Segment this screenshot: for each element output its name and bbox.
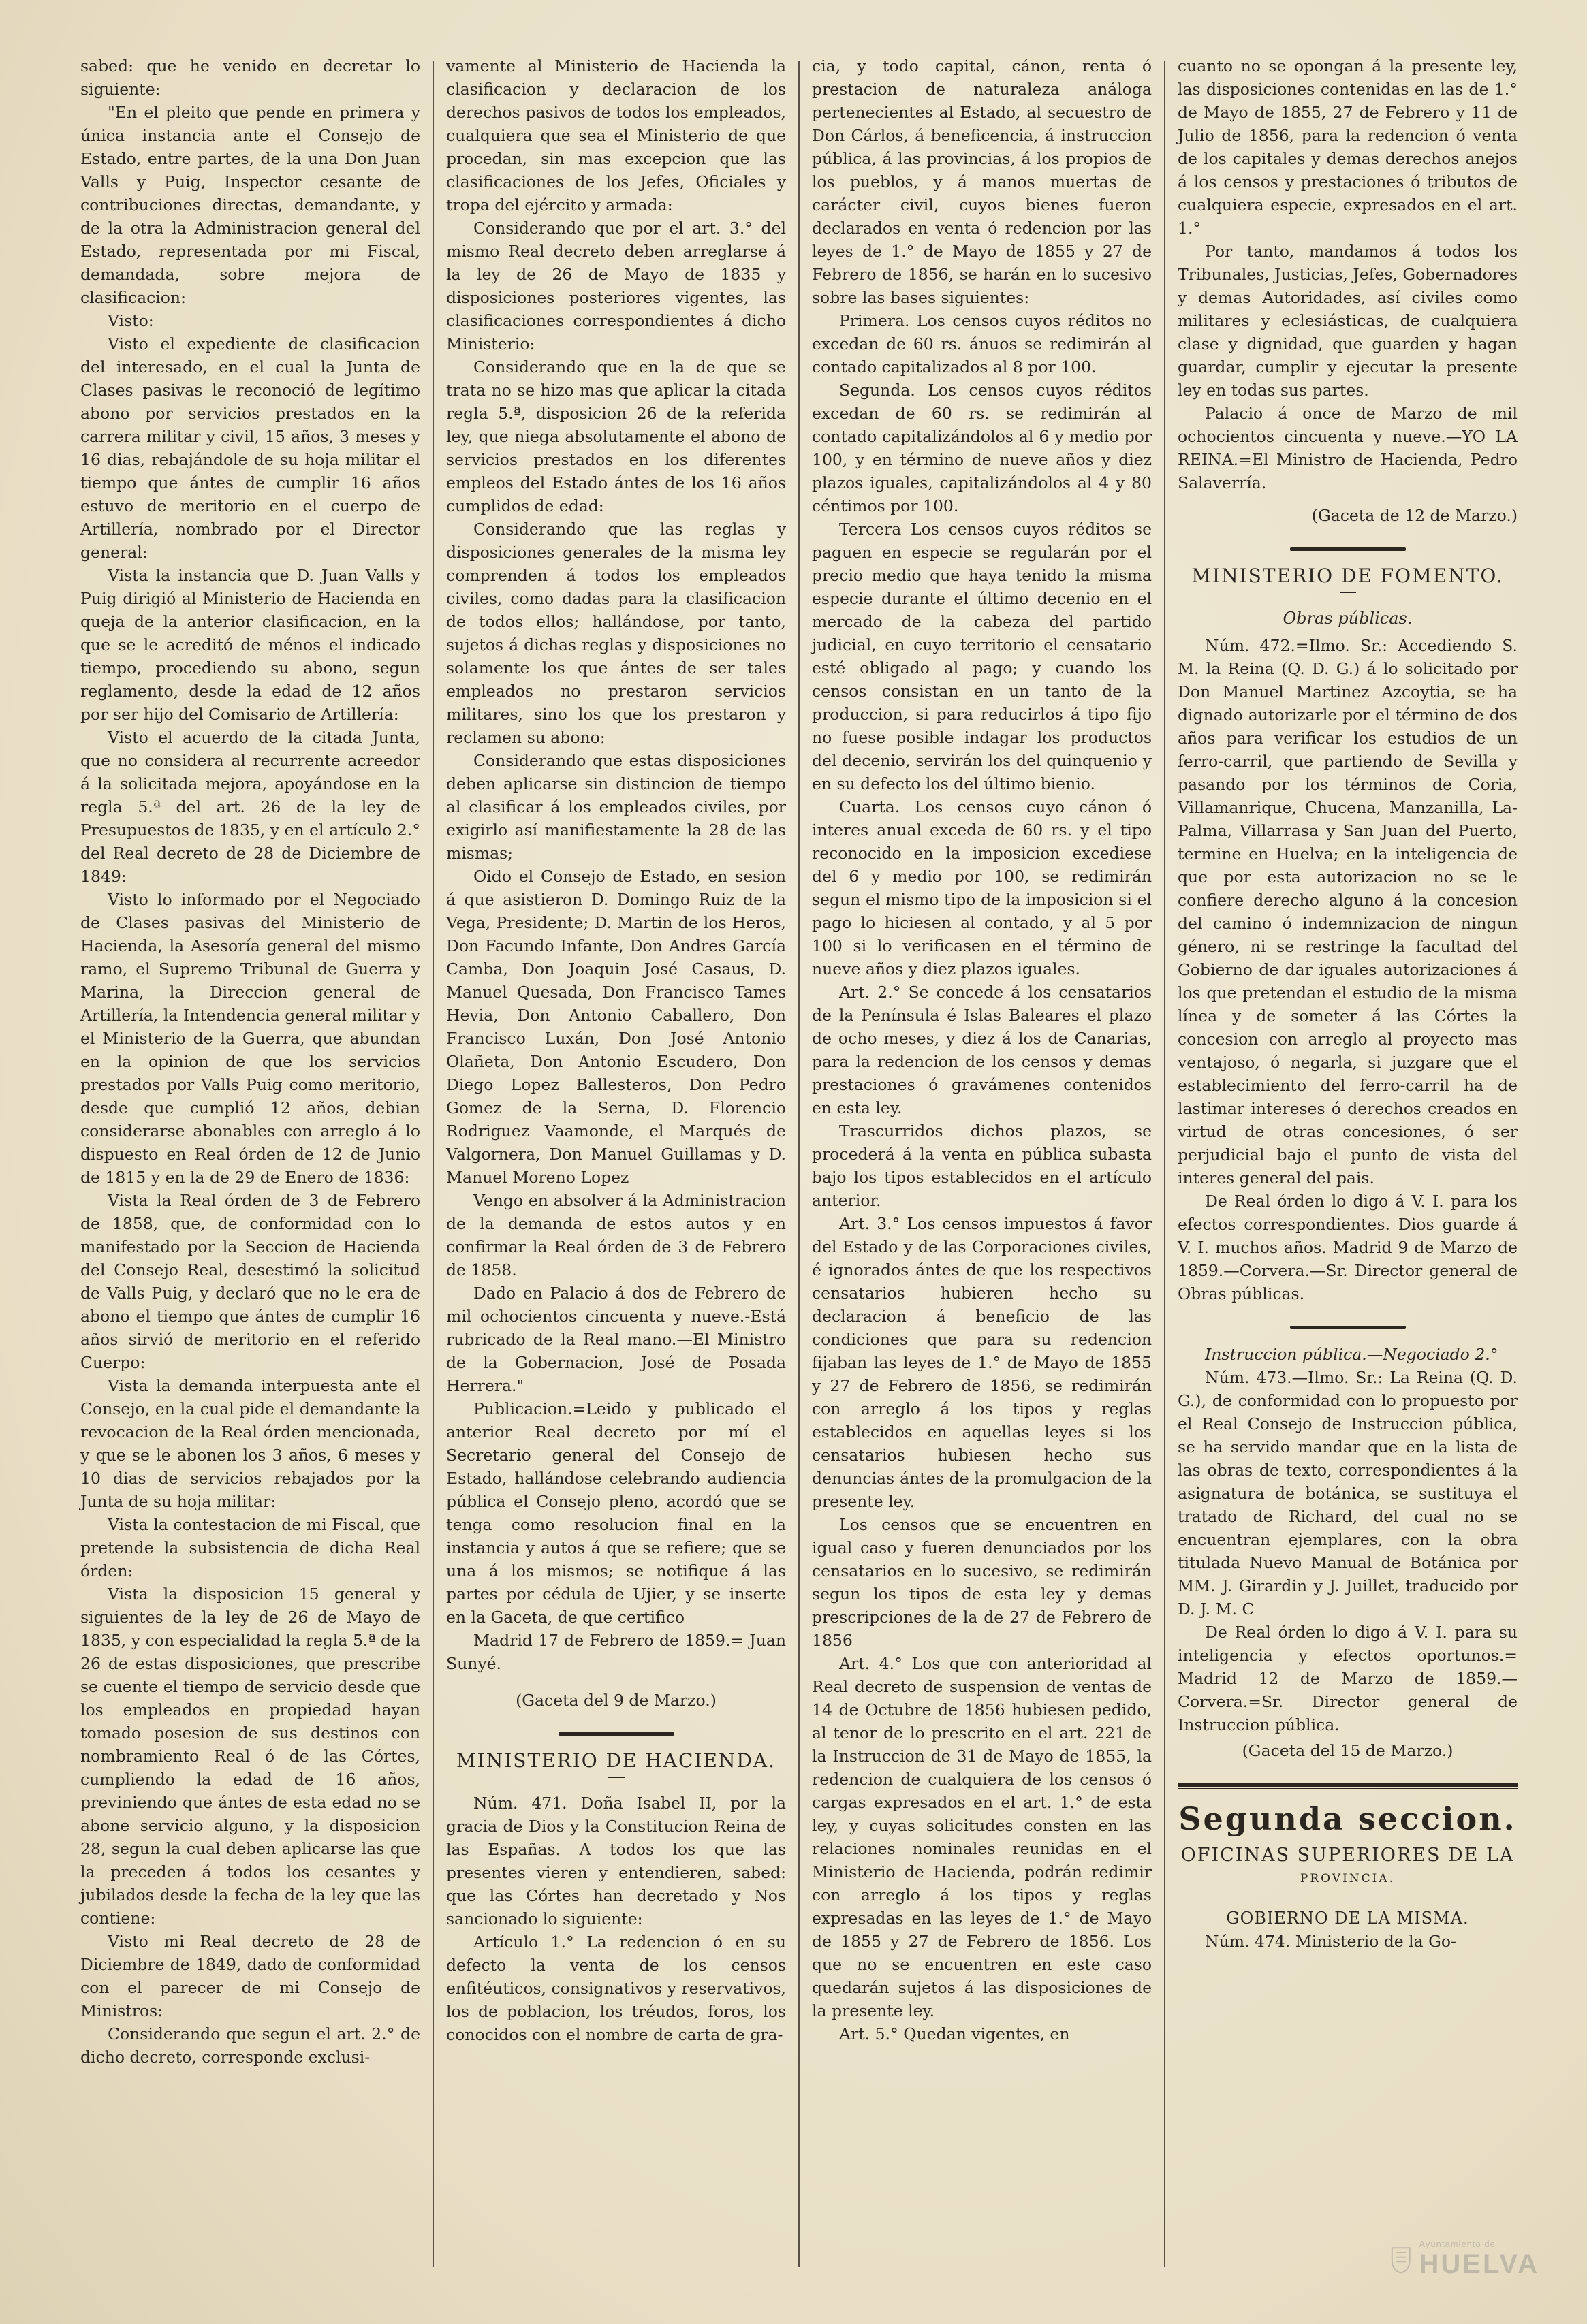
paragraph: Oido el Consejo de Estado, en sesion á que asistieron D. Domingo Ruiz de la Vega, Presidente; D. Martin de los Heros, Don Facundo Infante, Don Andres García Camba, Don Joaquin José Casaus, D. Manuel Quesada, Don Francisco Tames Hevia, Don Antonio Caballero, Don Francisco Luxán, Don José Antonio Olañeta, Don Antonio Escudero, Don Diego Lopez Ballesteros, Don Pedro Gomez de la Serna, D. Florencio Rodriguez Vaamonde, el Marqués de Valgornera, Don Manuel Guillamas y D. Manuel Moreno Lopez: [446, 867, 786, 1187]
watermark-big: HUELVA: [1419, 2249, 1539, 2279]
gaceta-reference: (Gaceta del 9 de Marzo.): [516, 1691, 717, 1710]
paragraph: Artículo 1.° La redencion ó en su defecto la venta de los censos enfitéuticos, consignativos y reservativos, los de poblacion, los tréudos, foros, los conocidos con el nombre de carta de gra-: [446, 1932, 786, 2044]
obras-publicas-subtitle: Obras públicas.: [1283, 609, 1413, 628]
section-divider: [1290, 1326, 1406, 1329]
column-3: [800, 54, 1164, 2288]
paragraph: Por tanto, mandamos á todos los Tribunales, Justicias, Jefes, Gobernadores y demas Autoridades, así civiles como militares y eclesiásticas, de cualquiera clase y dignidad, que guarden y hagan guardar, cumplir y ejecutar la presente ley en todas sus partes.: [1178, 242, 1518, 400]
section-divider: [1290, 547, 1406, 551]
paragraph: Visto:: [108, 311, 154, 330]
paragraph: Considerando que segun el art. 2.° de dicho decreto, corresponde exclusi-: [80, 2024, 420, 2067]
paragraph: Art. 4.° Los que con anterioridad al Real decreto de suspension de ventas de 14 de Octubre de 1856 hubiesen pedido, al tenor de lo prescrito en el art. 221 de la Instruccion de 31 de Mayo de 1855, la redencion de cualquiera de los censos ó cargas expresados en el art. 1.° de esta ley, y cuyas solicitudes consten en las relaciones nominales reunidas en el Ministerio de Hacienda, podrán redimir con arreglo á los tipos y reglas expresadas en las leyes de 1.° de Mayo de 1855 y 27 de Febrero de 1856. Los que no se encuentren en este caso quedarán sujetos á las disposiciones de la presente ley.: [812, 1654, 1152, 2020]
archive-watermark: [1389, 2222, 1539, 2297]
paragraph: Publicacion.=Leido y publicado el anterior Real decreto por mí el Secretario general del Consejo de Estado, hallándose celebrando audiencia pública el Consejo pleno, acordó que se tenga como resolucion final en la instancia y autos á que se refiere; que se una á los mismos; se notifique á las partes por cédula de Ujier, y se inserte en la Gaceta, de que certifico: [446, 1399, 786, 1627]
paragraph: Segunda. Los censos cuyos réditos excedan de 60 rs. se redimirán al contado capitalizándolos al 6 y medio por 100, y en término de nueve años y diez plazos iguales, capitalizándolos al 4 y 80 céntimos por 100.: [812, 381, 1152, 515]
ministerio-hacienda-title: MINISTERIO DE HACIENDA.: [456, 1749, 776, 1772]
hacienda-law-text: [446, 1792, 786, 2046]
paragraph: Considerando que en la de que se trata no se hizo mas que aplicar la citada regla 5.ª, disposicion 26 de la referida ley, que niega absolutamente el abono de servicios prestados en los diferentes empleos del Estado ántes de los 16 años cumplidos de edad:: [446, 357, 786, 515]
provincia-subtitle: PROVINCIA.: [1300, 1872, 1396, 1885]
paragraph: Visto lo informado por el Negociado de Clases pasivas del Ministerio de Hacienda, la Asesoría general del mismo ramo, el Supremo Tribunal de Guerra y Marina, la Direccion general de Artillería, la Intendencia general militar y el Ministerio de la Guerra, que abundan en la opinion de que los servicios prestados por Valls Puig como meritorio, desde que cumplió 12 años, debian considerarse abonables con arreglo á lo dispuesto en Real órden de 12 de Junio de 1815 y en la de 29 de Enero de 1836:: [80, 890, 420, 1187]
segunda-seccion-title: Segunda seccion.: [1178, 1800, 1517, 1837]
section-divider: [559, 1732, 674, 1736]
instruccion-publica-heading: Instruccion pública.—Negociado 2.°: [1205, 1345, 1498, 1364]
paragraph: De Real órden lo digo á V. I. para los efectos correspondientes. Dios guarde á V. I. muchos años. Madrid 9 de Marzo de 1859.—Corvera.—Sr. Director general de Obras públicas.: [1178, 1192, 1518, 1303]
paragraph: Vista la demanda interpuesta ante el Consejo, en la cual pide el demandante la revocacion de la Real órden mencionada, y que se le abonen los 3 años, 6 meses y 10 dias de servicios rebajados por la Junta de su hoja militar:: [80, 1376, 420, 1511]
paragraph: Vista la contestacion de mi Fiscal, que pretende la subsistencia de dicha Real órden:: [80, 1515, 420, 1580]
paragraph: Considerando que por el art. 3.° del mismo Real decreto deben arreglarse á la ley de 26 de Mayo de 1835 y disposiciones posteriores vigentes, las clasificaciones correspondientes á dicho Ministerio:: [446, 219, 786, 353]
text-columns: [68, 54, 1546, 2288]
paragraph: Vista la Real órden de 3 de Febrero de 1858, que, de conformidad con lo manifestado por la Seccion de Hacienda del Consejo Real, desestimó la solicitud de Valls Puig, y declaró que no le era de abono el tiempo que ántes de cumplir 16 años sirvió de meritorio en el referido Cuerpo:: [80, 1191, 420, 1372]
paragraph: vamente al Ministerio de Hacienda la clasificacion y declaracion de los derechos pasivos de todos los empleados, cualquiera que sea el Ministerio de que procedan, sin mas excepcion que las clasificaciones de los Jefes, Oficiales y tropa del ejército y armada:: [446, 57, 786, 214]
paragraph: Madrid 17 de Febrero de 1859.= Juan Sunyé.: [446, 1631, 786, 1673]
gobierno-title: GOBIERNO DE LA MISMA.: [1226, 1909, 1469, 1928]
num-474-start: Núm. 474. Ministerio de la Go-: [1205, 1932, 1457, 1951]
consejo-estado-decree: [446, 54, 786, 1675]
paragraph: Considerando que estas disposiciones deben aplicarse sin distincion de tiempo al clasificar á los empleados civiles, por exigirlo así manifiestamente la 28 de las mismas;: [446, 751, 786, 863]
fomento-order-text: [1178, 634, 1518, 1305]
gaceta-reference: (Gaceta de 12 de Marzo.): [1311, 506, 1518, 525]
paragraph: Art. 3.° Los censos impuestos á favor del Estado y de las Corporaciones civiles, é ignorados ántes de que los respectivos censatarios hubieren hecho su declaracion á beneficio de las condiciones que para su redencion fijaban las leyes de 1.° de Mayo de 1855 y 27 de Febrero de 1856, se redimirán con arreglo á los tipos y reglas establecidos en aquellas leyes si los censatarios hubiesen hecho sus denuncias ántes de la promulgacion de la presente ley.: [812, 1214, 1152, 1511]
paragraph: Visto el acuerdo de la citada Junta, que no considera al recurrente acreedor á la solicitada mejora, apoyándose en la regla 5.ª del art. 26 de la ley de Presupuestos de 1835, y en el artículo 2.° del Real decreto de 28 de Diciembre de 1849:: [80, 728, 420, 886]
paragraph: Dado en Palacio á dos de Febrero de mil ochocientos cincuenta y nueve.-Está rubricado de la Real mano.—El Ministro de la Gobernacion, José de Posada Herrera.": [446, 1284, 786, 1395]
hacienda-law-end: [1178, 54, 1518, 494]
paragraph: Trascurridos dichos plazos, se procederá á la venta en pública subasta bajo los tipos establecidos en el artículo anterior.: [812, 1121, 1152, 1210]
instruccion-order-text: [1178, 1366, 1518, 1736]
paragraph: "En el pleito que pende en primera y única instancia ante el Consejo de Estado, entre partes, de la una Don Juan Valls y Puig, Inspector cesante de contribuciones directas, demandante, y de la otra la Administracion general del Estado, representada por mi Fiscal, demandada, sobre mejora de clasificacion:: [80, 103, 420, 307]
paragraph: Considerando que las reglas y disposiciones generales de la misma ley comprenden á todos los empleados civiles, como dadas para la clasificacion de todos ellos; hallándose, por tanto, sujetos á dichas reglas y disposiciones no solamente los que ántes de ser tales empleados no prestaron servicios militares, sino los que los prestaron y reclamen su abono:: [446, 520, 786, 747]
watermark-small: Ayuntamiento de: [1419, 2239, 1496, 2249]
column-1: [68, 54, 433, 2288]
paragraph: Vista la disposicion 15 general y siguientes de la ley de 26 de Mayo de 1835, y con especialidad la regla 5.ª de la 26 de estas disposiciones, que prescribe se cuente el tiempo de servicio desde que los empleados en propiedad hayan tomado posesion de sus destinos con nombramiento Real ó de las Córtes, cumpliendo la edad de 16 años, previniendo que ántes de esta edad no se abone servicio alguno, y la disposicion 28, segun la cual deben aplicarse las que la preceden á todos los cesantes y jubilados desde la fecha de la ley que las contiene:: [80, 1585, 420, 1928]
paragraph: cuanto no se opongan á la presente ley, las disposiciones contenidas en las de 1.° de Mayo de 1855, 27 de Febrero y 11 de Julio de 1856, para la redencion ó venta de los capitales y demas derechos anejos á los censos y prestaciones ó tributos de cualquiera especie, expresados en el art. 1.°: [1178, 57, 1518, 238]
paragraph: Primera. Los censos cuyos réditos no excedan de 60 rs. ánuos se redimirán al contado capitalizados al 8 por 100.: [812, 311, 1152, 377]
paragraph: Los censos que se encuentren en igual caso y fueren denunciados por los censatarios en lo sucesivo, se redimirán segun los tipos de esta ley y demas prescripciones de la de 27 de Febrero de 1856: [812, 1515, 1152, 1650]
paragraph: Visto el expediente de clasificacion del interesado, en el cual la Junta de Clases pasivas le reconoció de legítimo abono por servicios prestados en la carrera militar y civil, 15 años, 3 meses y 16 dias, rebajándole de su hoja militar el tiempo que ántes de cumplir 16 años estuvo de meritorio en el cuerpo de Artillería, nombrado por el Director general:: [80, 334, 420, 562]
paragraph: sabed: que he venido en decretar lo siguiente:: [80, 57, 420, 99]
paragraph: Palacio á once de Marzo de mil ochocientos cincuenta y nueve.—YO LA REINA.=El Ministro de Hacienda, Pedro Salaverría.: [1178, 404, 1518, 492]
paragraph: Tercera Los censos cuyos réditos se paguen en especie se regularán por el precio medio que haya tenido la misma especie durante el último decenio en el mercado de la cabeza del partido judicial, en cuyo territorio el censatario esté obligado al pago; y cuando los censos consistan en un tanto de la produccion, si para reducirlos á tipo fijo no fuese posible indagar los productos del decenio, servirán los del quinquenio y en su defecto los del último bienio.: [812, 520, 1152, 793]
title-underline: [1340, 592, 1356, 593]
paragraph: De Real órden lo digo á V. I. para su inteligencia y efectos oportunos.= Madrid 12 de Marzo de 1859.—Corvera.=Sr. Director general de Instruccion pública.: [1178, 1623, 1518, 1734]
paragraph: Núm. 471. Doña Isabel II, por la gracia de Dios y la Constitucion Reina de las Españas. A todos los que las presentes vieren y entendieren, sabed: que las Córtes han decretado y Nos sancionado lo siguiente:: [446, 1794, 786, 1928]
double-divider: [1178, 1783, 1518, 1789]
paragraph: Vengo en absolver á la Administracion de la demanda de estos autos y en confirmar la Real órden de 3 de Febrero de 1858.: [446, 1191, 786, 1279]
paragraph: Núm. 472.=Ilmo. Sr.: Accediendo S. M. la Reina (Q. D. G.) á lo solicitado por Don Manuel Martinez Azcoytia, se ha dignado autorizarle por el término de dos años para verificar los estudios de un ferro-carril, que partiendo de Sevilla y pasando por los términos de Coria, Villamanrique, Chucena, Manzanilla, La-Palma, Villarrasa y San Juan del Puerto, termine en Huelva; en la inteligencia de que por esta autorizacion no se le confiere derecho alguno á la concesion del camino ó indemnizacion de ningun género, ni se restringe la facultad del Gobierno de dar iguales autorizaciones á los que pretendan el estudio de la misma línea y de someter á las Córtes la concesion con arreglo al proyecto mas ventajoso, ó negarla, si juzgare que el establecimiento del ferro-carril ha de lastimar intereses ó derechos creados en virtud de otras concesiones, ó ser perjudicial bajo el punto de vista del interes general del pais.: [1178, 636, 1518, 1188]
paragraph: Núm. 473.—Ilmo. Sr.: La Reina (Q. D. G.), de conformidad con lo propuesto por el Real Consejo de Instruccion pública, se ha servido mandar que en la lista de las obras de texto, correspondientes á la asignatura de botánica, se sustituya el tratado de Richard, del cual no se encuentran ejemplares, con la obra titulada Nuevo Manual de Botánica por MM. J. Girardin y J. Juillet, traducido por D. J. M. C: [1178, 1368, 1518, 1619]
paragraph: Vista la instancia que D. Juan Valls y Puig dirigió al Ministerio de Hacienda en queja de la anterior clasificacion, en la que se le acreditó de ménos el indicado tiempo, procediendo su abono, segun reglamento, desde la edad de 12 años por ser hijo del Comisario de Artillería:: [80, 566, 420, 724]
watermark-text: [1419, 2239, 1539, 2280]
column-2: [434, 54, 798, 2288]
paragraph: Visto mi Real decreto de 28 de Diciembre de 1849, dado de conformidad con el parecer de mi Consejo de Ministros:: [80, 1932, 420, 2020]
title-underline: [608, 1777, 625, 1778]
paragraph: cia, y todo capital, cánon, renta ó prestacion de naturaleza análoga pertenecientes al Estado, al secuestro de Don Cárlos, á beneficencia, á instruccion pública, á las provincias, á los propios de los pueblos, y á manos muertas de carácter civil, cuyos bienes fueron declarados en venta ó redencion por las leyes de 1.° de Mayo de 1855 y 27 de Febrero de 1856, se harán en lo sucesivo sobre las bases siguientes:: [812, 57, 1152, 307]
paragraph: Art. 2.° Se concede á los censatarios de la Península é Islas Baleares el plazo de ocho meses, y diez á los de Canarias, para la redencion de los censos y demas prestaciones ó gravámenes contenidos en esta ley.: [812, 983, 1152, 1117]
gaceta-reference: (Gaceta del 15 de Marzo.): [1242, 1741, 1454, 1760]
crest-icon: [1389, 2229, 1412, 2290]
paragraph: Cuarta. Los censos cuyo cánon ó interes anual exceda de 60 rs. y el tipo reconocido en la imposicion excediese del 6 y medio por 100, se redimirán segun el mismo tipo de la imposicion si el pago lo hiciesen al contado, y al 5 por 100 si lo verificasen en el término de nueve años y diez plazos iguales.: [812, 797, 1152, 978]
paragraph: Art. 5.° Quedan vigentes, en: [839, 2024, 1070, 2043]
ministerio-fomento-title: MINISTERIO DE FOMENTO.: [1191, 564, 1504, 587]
column-4: [1165, 54, 1530, 2288]
oficinas-superiores-title: OFICINAS SUPERIORES DE LA: [1180, 1845, 1515, 1866]
